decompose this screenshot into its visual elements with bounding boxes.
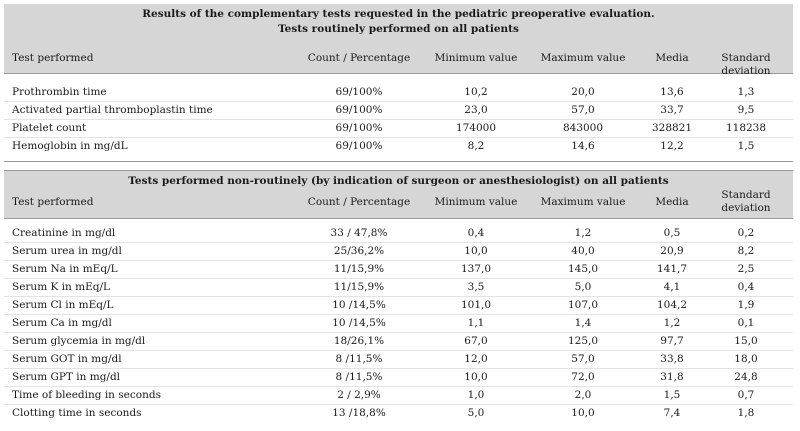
cell-test: Creatinine in mg/dl: [12, 227, 116, 239]
section1-body: [4, 84, 793, 155]
header-media: Media: [655, 52, 689, 64]
header-min: Minimum value: [434, 196, 518, 208]
cell-std: 1,5: [737, 140, 755, 152]
cell-max: 1,4: [574, 317, 592, 329]
table-row: [4, 225, 793, 243]
cell-min: 174000: [455, 122, 497, 134]
cell-test: Serum GOT in mg/dl: [12, 353, 122, 365]
cell-count: 69/100%: [335, 104, 383, 116]
cell-test: Time of bleeding in seconds: [12, 389, 161, 401]
cell-min: 67,0: [464, 335, 488, 347]
cell-std: 18,0: [734, 353, 758, 365]
table-row: [4, 120, 793, 138]
header-media: Media: [655, 196, 689, 208]
cell-std: 2,5: [737, 263, 755, 275]
table-row: [4, 369, 793, 387]
section1-header: [4, 4, 793, 77]
cell-std: 0,7: [737, 389, 755, 401]
cell-max: 2,0: [574, 389, 592, 401]
cell-media: 31,8: [660, 371, 684, 383]
cell-min: 10,0: [464, 371, 488, 383]
header-count: Count / Percentage: [307, 52, 411, 64]
cell-media: 12,2: [660, 140, 684, 152]
section1-subtitle: Tests routinely performed on all patients: [278, 23, 519, 35]
cell-test: Serum GPT in mg/dl: [12, 371, 121, 383]
header-std: Standard: [721, 189, 771, 201]
header-min: Minimum value: [434, 52, 518, 64]
section2-title: Tests performed non-routinely (by indication of surgeon or anesthesiologist) on all patients: [128, 175, 669, 187]
cell-std: 15,0: [734, 335, 758, 347]
cell-std: 1,9: [737, 299, 755, 311]
table-row: [4, 405, 793, 422]
cell-std: 8,2: [737, 245, 755, 257]
header-test-performed: Test performed: [12, 52, 94, 64]
cell-media: 104,2: [656, 299, 688, 311]
cell-count: 8 /11,5%: [335, 371, 383, 383]
cell-min: 23,0: [464, 104, 488, 116]
cell-test: Serum Ca in mg/dl: [12, 317, 112, 329]
cell-std: 0,4: [737, 281, 755, 293]
table-row: [4, 243, 793, 261]
cell-std: 0,1: [737, 317, 755, 329]
header-std: Standard: [721, 52, 771, 64]
cell-count: 10 /14,5%: [332, 299, 386, 311]
cell-media: 4,1: [663, 281, 681, 293]
cell-max: 57,0: [571, 353, 595, 365]
cell-max: 57,0: [571, 104, 595, 116]
cell-min: 3,5: [467, 281, 485, 293]
header-max: Maximum value: [540, 196, 626, 208]
cell-test: Activated partial thromboplastin time: [12, 104, 213, 116]
cell-test: Clotting time in seconds: [12, 407, 142, 419]
cell-min: 10,2: [464, 86, 488, 98]
cell-max: 1,2: [574, 227, 592, 239]
cell-min: 10,0: [464, 245, 488, 257]
cell-count: 8 /11,5%: [335, 353, 383, 365]
results-table: [4, 4, 793, 422]
cell-test: Serum K in mEq/L: [12, 281, 110, 293]
cell-media: 1,5: [663, 389, 681, 401]
table-row: [4, 102, 793, 120]
cell-std: 1,3: [737, 86, 755, 98]
cell-test: Serum urea in mg/dl: [12, 245, 122, 257]
cell-media: 7,4: [663, 407, 681, 419]
cell-max: 5,0: [574, 281, 592, 293]
header-test-performed: Test performed: [12, 196, 94, 208]
cell-media: 13,6: [660, 86, 684, 98]
table-row: [4, 351, 793, 369]
cell-std: 24,8: [734, 371, 758, 383]
cell-max: 14,6: [571, 140, 595, 152]
cell-min: 8,2: [467, 140, 485, 152]
cell-max: 72,0: [571, 371, 595, 383]
cell-media: 33,8: [660, 353, 684, 365]
cell-media: 1,2: [663, 317, 681, 329]
cell-count: 18/26,1%: [333, 335, 385, 347]
section2-body: [4, 225, 793, 422]
cell-max: 20,0: [571, 86, 595, 98]
cell-min: 1,1: [467, 317, 485, 329]
cell-media: 141,7: [656, 263, 688, 275]
table-row: [4, 387, 793, 405]
cell-max: 107,0: [567, 299, 599, 311]
table-row: [4, 333, 793, 351]
cell-max: 125,0: [567, 335, 599, 347]
cell-media: 20,9: [660, 245, 684, 257]
cell-min: 137,0: [460, 263, 492, 275]
cell-test: Serum Cl in mEq/L: [12, 299, 114, 311]
cell-std: 1,8: [737, 407, 755, 419]
cell-count: 33 / 47,8%: [330, 227, 388, 239]
cell-max: 10,0: [571, 407, 595, 419]
table-row: [4, 261, 793, 279]
header-count: Count / Percentage: [307, 196, 411, 208]
section2-column-headers: [4, 188, 793, 218]
section1-column-headers: [4, 37, 793, 77]
cell-count: 2 / 2,9%: [337, 389, 381, 401]
cell-count: 11/15,9%: [333, 263, 385, 275]
cell-media: 0,5: [663, 227, 681, 239]
cell-max: 40,0: [571, 245, 595, 257]
cell-min: 5,0: [467, 407, 485, 419]
cell-count: 69/100%: [335, 122, 383, 134]
table-row: [4, 279, 793, 297]
cell-test: Platelet count: [12, 122, 87, 134]
cell-count: 69/100%: [335, 140, 383, 152]
cell-media: 33,7: [660, 104, 684, 116]
cell-std: 0,2: [737, 227, 755, 239]
table-row: [4, 84, 793, 102]
cell-std: 9,5: [737, 104, 755, 116]
cell-min: 101,0: [460, 299, 492, 311]
header-max: Maximum value: [540, 52, 626, 64]
cell-count: 11/15,9%: [333, 281, 385, 293]
header-std-2: deviation: [721, 202, 771, 214]
section2-header: [4, 171, 793, 218]
table-row: [4, 138, 793, 155]
cell-min: 0,4: [467, 227, 485, 239]
cell-media: 97,7: [660, 335, 684, 347]
cell-count: 13 /18,8%: [332, 407, 386, 419]
cell-max: 145,0: [567, 263, 599, 275]
cell-min: 1,0: [467, 389, 485, 401]
cell-test: Serum glycemia in mg/dl: [12, 335, 146, 347]
cell-std: 118238: [725, 122, 767, 134]
cell-media: 328821: [651, 122, 693, 134]
cell-count: 10 /14,5%: [332, 317, 386, 329]
cell-max: 843000: [562, 122, 604, 134]
header-std-2: deviation: [721, 65, 771, 77]
cell-min: 12,0: [464, 353, 488, 365]
table-row: [4, 315, 793, 333]
cell-count: 25/36,2%: [333, 245, 385, 257]
cell-test: Hemoglobin in mg/dL: [12, 140, 128, 152]
cell-count: 69/100%: [335, 86, 383, 98]
cell-test: Serum Na in mEq/L: [12, 263, 118, 275]
cell-test: Prothrombin time: [12, 86, 107, 98]
table-row: [4, 297, 793, 315]
table-title: Results of the complementary tests requested in the pediatric preoperative evaluation.: [142, 8, 655, 20]
